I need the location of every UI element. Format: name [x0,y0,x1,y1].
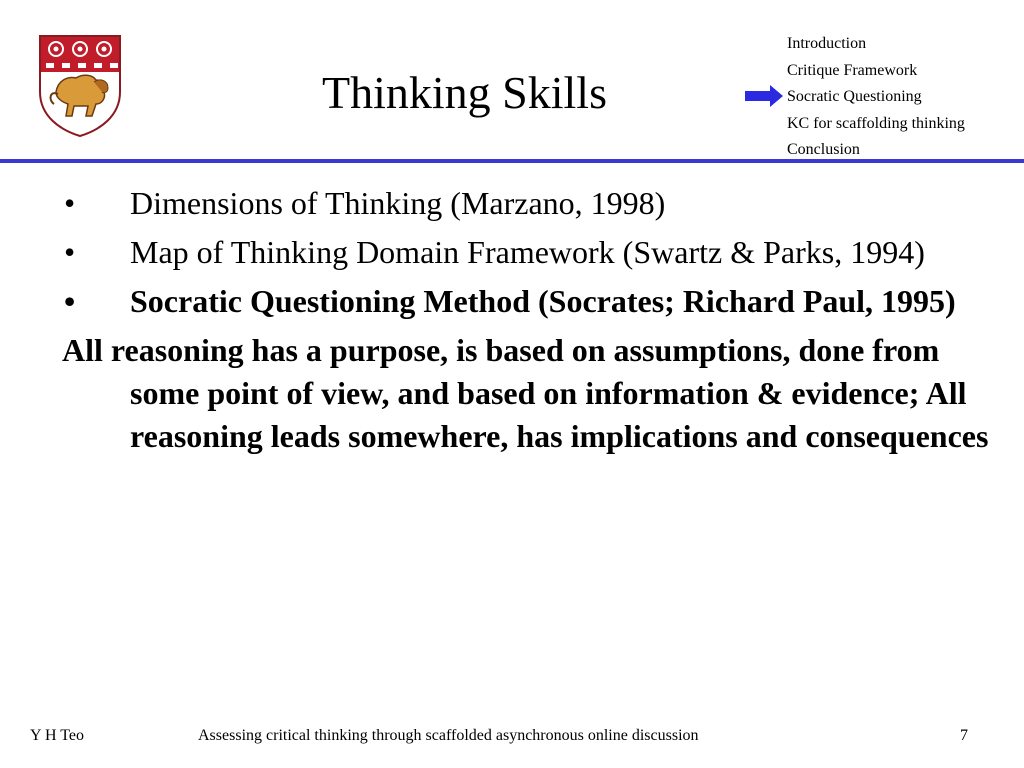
section-navigation [787,31,965,164]
bullet-marker: • [64,283,76,319]
right-arrow-icon [744,84,784,108]
footer-title: Assessing critical thinking through scaffolded asynchronous online discussion [198,727,699,744]
nav-item-socratic-questioning[interactable]: Socratic Questioning [787,88,922,105]
nav-item-conclusion[interactable]: Conclusion [787,141,860,158]
university-crest-logo [38,34,122,138]
bullet-marker: • [64,234,76,270]
slide-body [62,182,992,458]
nav-item-kc-scaffolding[interactable]: KC for scaffolding thinking [787,114,965,132]
bullet-text: Dimensions of Thinking (Marzano, 1998) [130,185,666,221]
slide-footer [0,724,1024,748]
reasoning-paragraph: All reasoning has a purpose, is based on assumptions, done from some point of view, and based on information & evidence; All reasoning leads somewhere, has implications and consequences [62,332,989,454]
page-number: 7 [960,727,968,744]
nav-item-introduction[interactable]: Introduction [787,35,867,52]
bullet-marker: • [64,185,76,221]
bullet-item [62,182,992,225]
title-divider [0,159,1024,163]
bullet-item [62,280,992,323]
nav-item-critique-framework[interactable]: Critique Framework [787,61,918,79]
footer-author: Y H Teo [30,727,84,744]
slide-title: Thinking Skills [322,67,607,118]
bullet-text: Socratic Questioning Method (Socrates; Richard Paul, 1995) [130,283,956,319]
bullet-text: Map of Thinking Domain Framework (Swartz & Parks, 1994) [130,234,925,270]
bullet-item [62,231,992,274]
